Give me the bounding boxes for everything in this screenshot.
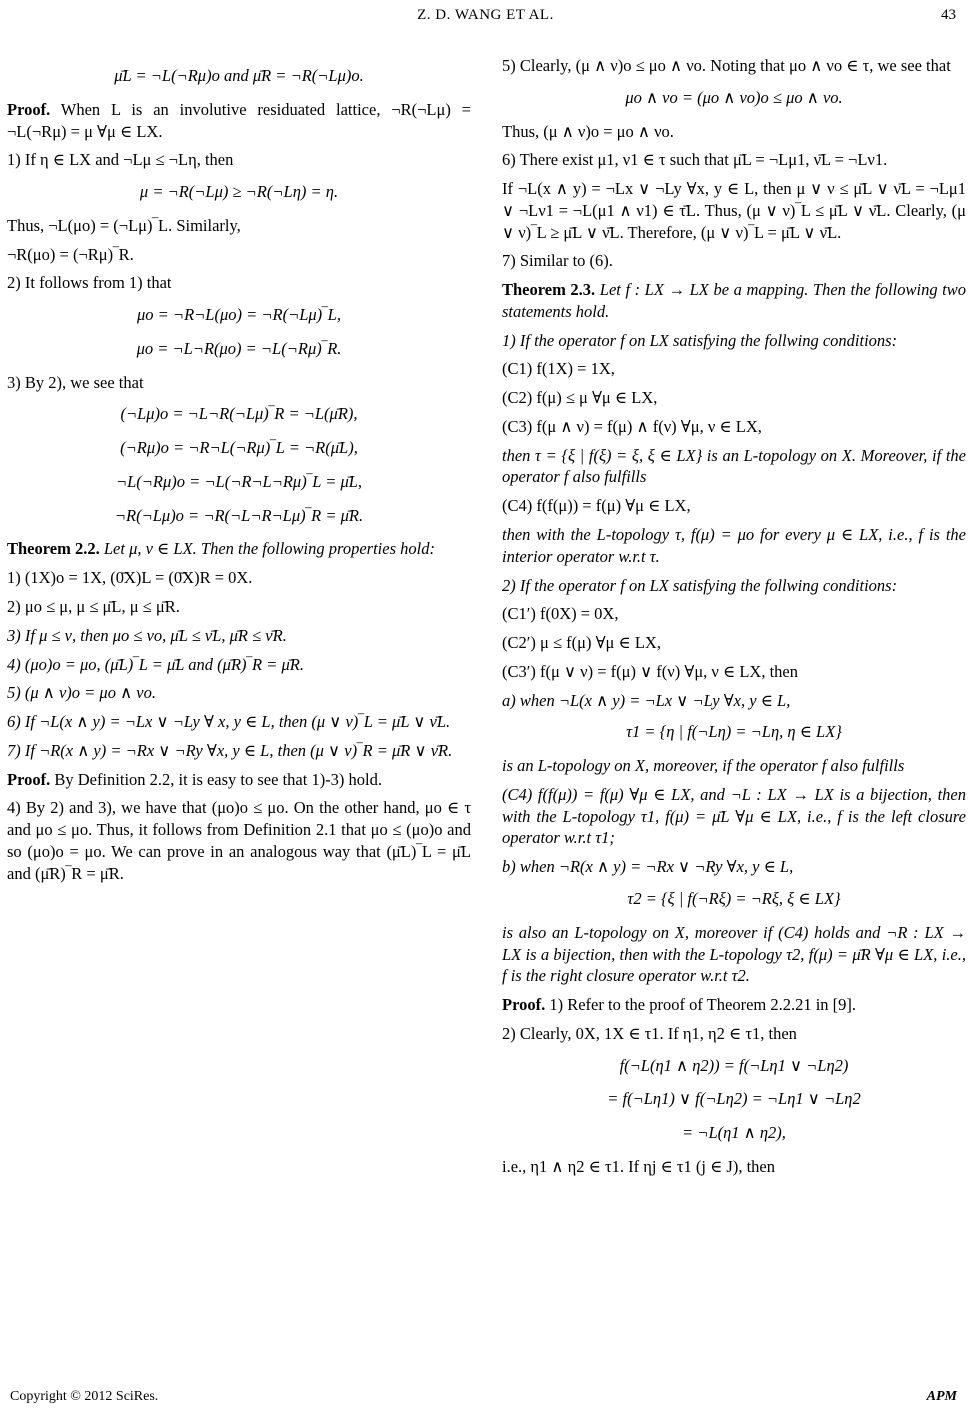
paragraph-text: 2) It follows from 1) that bbox=[7, 273, 172, 293]
paragraph bbox=[502, 575, 966, 597]
paragraph bbox=[7, 538, 471, 560]
equation: μo = ¬L¬R(μo) = ¬L(¬Rμ)‾R. bbox=[136, 338, 342, 358]
paragraph-text: Thus, (μ ∧ ν)o = μo ∧ νo. bbox=[502, 121, 674, 141]
paragraph bbox=[7, 625, 471, 647]
paragraph bbox=[502, 178, 966, 243]
paragraph bbox=[502, 250, 966, 272]
paragraph bbox=[502, 149, 966, 171]
paragraph-text: (C1′) f(0X) = 0X, bbox=[502, 604, 619, 624]
italic-text: then with the L-topology τ, f(μ) = μo for every μ ∈ LX, i.e., f is the interior operator w.r.t τ. bbox=[502, 525, 966, 566]
run-in-heading: Proof. bbox=[7, 99, 51, 119]
paragraph bbox=[7, 149, 471, 171]
paragraph-text: 4) By 2) and 3), we have that (μo)o ≤ μo. On the other hand, μo ∈ τ and μo ≤ μo. Thus, it follows from Definition 2.1 that μo ≤ (μo)o and so (μo)o = μo. We can prove in an analogous way that (μ̄L)‾L = μ̄L and (μ̄R)‾R = μ̄R. bbox=[7, 798, 471, 883]
italic-text: 2) If the operator f on LX satisfying the follwing conditions: bbox=[502, 575, 898, 595]
paragraph bbox=[7, 567, 471, 589]
equation: ¬L(¬Rμ)o = ¬L(¬R¬L¬Rμ)‾L = μ̄L, bbox=[115, 471, 363, 491]
equation: = ¬L(η1 ∧ η2), bbox=[682, 1123, 786, 1143]
italic-text: 1) If the operator f on LX satisfying the follwing conditions: bbox=[502, 330, 898, 350]
paragraph bbox=[7, 596, 471, 618]
equation: μo ∧ νo = (μo ∧ νo)o ≤ μo ∧ νo. bbox=[625, 87, 843, 107]
paragraph-text: When L is an involutive residuated lattice, ¬R(¬Lμ) = ¬L(¬Rμ) = μ ∀μ ∈ LX. bbox=[7, 99, 471, 141]
page-footer bbox=[0, 1388, 971, 1410]
paragraph-text: (C4) f(f(μ)) = f(μ) ∀μ ∈ LX, bbox=[502, 496, 691, 516]
paragraph-text: (C2′) μ ≤ f(μ) ∀μ ∈ LX, bbox=[502, 633, 661, 653]
italic-text: Let f : LX → LX be a mapping. Then the following two statements hold. bbox=[502, 280, 966, 321]
paragraph bbox=[502, 661, 966, 683]
run-in-heading: Theorem 2.2. bbox=[7, 539, 100, 559]
paragraph-text: (C1) f(1X) = 1X, bbox=[502, 359, 615, 379]
page-number: 43 bbox=[941, 7, 956, 23]
paragraph-text: ¬R(μo) = (¬Rμ)‾R. bbox=[7, 244, 134, 264]
italic-text: 7) If ¬R(x ∧ y) = ¬Rx ∨ ¬Ry ∀x, y ∈ L, then (μ ∨ ν)‾R = μ̄R ∨ ν̄R. bbox=[7, 740, 453, 760]
paragraph bbox=[502, 495, 966, 517]
paragraph bbox=[502, 922, 966, 987]
paragraph bbox=[502, 856, 966, 878]
paragraph bbox=[502, 416, 966, 438]
run-in-heading: Proof. bbox=[7, 769, 51, 789]
paragraph bbox=[7, 99, 471, 143]
paragraph bbox=[7, 740, 471, 762]
paragraph bbox=[7, 272, 471, 294]
right-column bbox=[502, 55, 966, 1185]
copyright-notice: Copyright © 2012 SciRes. bbox=[10, 1389, 159, 1404]
paragraph bbox=[502, 755, 966, 777]
italic-text: then τ = {ξ | f(ξ) = ξ, ξ ∈ LX} is an L-topology on X. Moreover, if the operator f also fulfills bbox=[502, 445, 966, 487]
paragraph-text: 2) μo ≤ μ, μ ≤ μ̄L, μ ≤ μ̄R. bbox=[7, 597, 180, 617]
paragraph-text: (C3) f(μ ∧ ν) = f(μ) ∧ f(ν) ∀μ, ν ∈ LX, bbox=[502, 416, 762, 436]
paragraph bbox=[7, 797, 471, 884]
run-in-heading: Proof. bbox=[502, 995, 546, 1015]
paragraph bbox=[502, 1156, 966, 1178]
equation: f(¬L(η1 ∧ η2)) = f(¬Lη1 ∨ ¬Lη2) bbox=[619, 1055, 849, 1075]
paragraph-text: 2) Clearly, 0X, 1X ∈ τ1. If η1, η2 ∈ τ1, then bbox=[502, 1023, 797, 1043]
italic-text: (C4) f(f(μ)) = f(μ) ∀μ ∈ LX, and ¬L : LX → LX is a bijection, then with the L-topology τ1, f(μ) = μ̄L ∀μ ∈ LX, i.e., f is the left closure operator w.r.t τ1; bbox=[502, 784, 966, 848]
paragraph-text: (C3′) f(μ ∨ ν) = f(μ) ∨ f(ν) ∀μ, ν ∈ LX, then bbox=[502, 661, 799, 681]
italic-text: a) when ¬L(x ∧ y) = ¬Lx ∨ ¬Ly ∀x, y ∈ L, bbox=[502, 690, 791, 710]
equation: μo = ¬R¬L(μo) = ¬R(¬Lμ)‾L, bbox=[137, 305, 341, 325]
paragraph-text: i.e., η1 ∧ η2 ∈ τ1. If ηj ∈ τ1 (j ∈ J), then bbox=[502, 1156, 775, 1176]
paragraph bbox=[7, 244, 471, 266]
paragraph-text: By Definition 2.2, it is easy to see that 1)-3) hold. bbox=[50, 769, 383, 789]
paragraph bbox=[7, 769, 471, 791]
italic-text: 4) (μo)o = μo, (μ̄L)‾L = μ̄L and (μ̄R)‾R = μ̄R. bbox=[7, 654, 304, 674]
paragraph-text: 1) (1X)o = 1X, (0̄X)L = (0̄X)R = 0X. bbox=[7, 568, 253, 588]
paragraph bbox=[502, 445, 966, 489]
italic-text: b) when ¬R(x ∧ y) = ¬Rx ∨ ¬Ry ∀x, y ∈ L, bbox=[502, 857, 794, 877]
paragraph bbox=[502, 784, 966, 849]
equation: ¬R(¬Lμ)o = ¬R(¬L¬R¬Lμ)‾R = μ̄R. bbox=[114, 505, 364, 525]
paragraph bbox=[7, 682, 471, 704]
paragraph bbox=[502, 279, 966, 323]
paragraph bbox=[502, 603, 966, 625]
paragraph bbox=[502, 387, 966, 409]
paragraph bbox=[7, 654, 471, 676]
paragraph-text: 5) Clearly, (μ ∧ ν)o ≤ μo ∧ νo. Noting that μo ∧ νo ∈ τ, we see that bbox=[502, 56, 951, 75]
equation: τ1 = {η | f(¬Lη) = ¬Lη, η ∈ LX} bbox=[626, 722, 842, 742]
paragraph-text: 7) Similar to (6). bbox=[502, 251, 613, 271]
running-header bbox=[0, 0, 971, 30]
running-title: Z. D. WANG ET AL. bbox=[417, 7, 554, 23]
equation: τ2 = {ξ | f(¬Rξ) = ¬Rξ, ξ ∈ LX} bbox=[627, 888, 841, 908]
italic-text: is also an L-topology on X, moreover if (C4) holds and ¬R : LX → LX is a bijection, then with the L-topology τ2, f(μ) = μ̄R ∀μ ∈ LX, i.e., f is the right closure operator w.r.t τ2. bbox=[502, 922, 966, 986]
paragraph bbox=[502, 55, 966, 77]
equation: μ = ¬R(¬Lμ) ≥ ¬R(¬Lη) = η. bbox=[139, 182, 339, 202]
italic-text: Let μ, ν ∈ LX. Then the following properties hold: bbox=[99, 539, 435, 559]
equation: (¬Rμ)o = ¬R¬L(¬Rμ)‾L = ¬R(μ̄L), bbox=[120, 438, 358, 458]
equation: μ̄L = ¬L(¬Rμ)o and μ̄R = ¬R(¬Lμ)o. bbox=[114, 66, 364, 85]
italic-text: 6) If ¬L(x ∧ y) = ¬Lx ∨ ¬Ly ∀ x, y ∈ L, then (μ ∨ ν)‾L = μ̄L ∨ ν̄L. bbox=[7, 712, 451, 732]
italic-text: is an L-topology on X, moreover, if the operator f also fulfills bbox=[502, 756, 905, 776]
paragraph bbox=[7, 372, 471, 394]
equation: = f(¬Lη1) ∨ f(¬Lη2) = ¬Lη1 ∨ ¬Lη2 bbox=[607, 1089, 861, 1109]
paragraph bbox=[502, 358, 966, 380]
italic-text: 3) If μ ≤ ν, then μo ≤ νo, μ̄L ≤ ν̄L, μ̄R ≤ ν̄R. bbox=[7, 625, 287, 645]
run-in-heading: Theorem 2.3. bbox=[502, 280, 596, 300]
paragraph bbox=[502, 330, 966, 352]
paragraph bbox=[502, 1023, 966, 1045]
italic-text: 5) (μ ∧ ν)o = μo ∧ νo. bbox=[7, 683, 156, 703]
paragraph bbox=[502, 632, 966, 654]
paragraph bbox=[7, 711, 471, 733]
paragraph-text: If ¬L(x ∧ y) = ¬Lx ∨ ¬Ly ∀x, y ∈ L, then μ ∨ ν ≤ μ̄L ∨ ν̄L = ¬Lμ1 ∨ ¬Lν1 = ¬L(μ1 ∧ ν1) ∈ τ̄L. Thus, (μ ∨ ν)‾L ≤ μ̄L ∨ ν̄L. Clearly, (μ ∨ ν)‾L ≥ μ̄L ∨ ν̄L. Therefore, (μ ∨ ν)‾L = μ̄L ∨ ν̄L. bbox=[502, 179, 966, 242]
paragraph bbox=[502, 524, 966, 568]
equation: (¬Lμ)o = ¬L¬R(¬Lμ)‾R = ¬L(μ̄R), bbox=[120, 404, 358, 424]
left-column bbox=[7, 55, 471, 891]
paragraph-text: 1) Refer to the proof of Theorem 2.2.21 in [9]. bbox=[545, 995, 857, 1015]
paragraph-text: 1) If η ∈ LX and ¬Lμ ≤ ¬Lη, then bbox=[7, 150, 234, 170]
paragraph bbox=[502, 121, 966, 143]
paragraph bbox=[502, 994, 966, 1016]
paragraph-text: 3) By 2), we see that bbox=[7, 372, 144, 392]
journal-abbrev: APM bbox=[926, 1389, 957, 1404]
paragraph bbox=[7, 215, 471, 237]
paragraph bbox=[502, 690, 966, 712]
paragraph-text: 6) There exist μ1, ν1 ∈ τ such that μ̄L = ¬Lμ1, ν̄L = ¬Lν1. bbox=[502, 150, 888, 170]
paragraph-text: (C2) f(μ) ≤ μ ∀μ ∈ LX, bbox=[502, 388, 658, 408]
paragraph-text: Thus, ¬L(μo) = (¬Lμ)‾L. Similarly, bbox=[7, 215, 241, 235]
